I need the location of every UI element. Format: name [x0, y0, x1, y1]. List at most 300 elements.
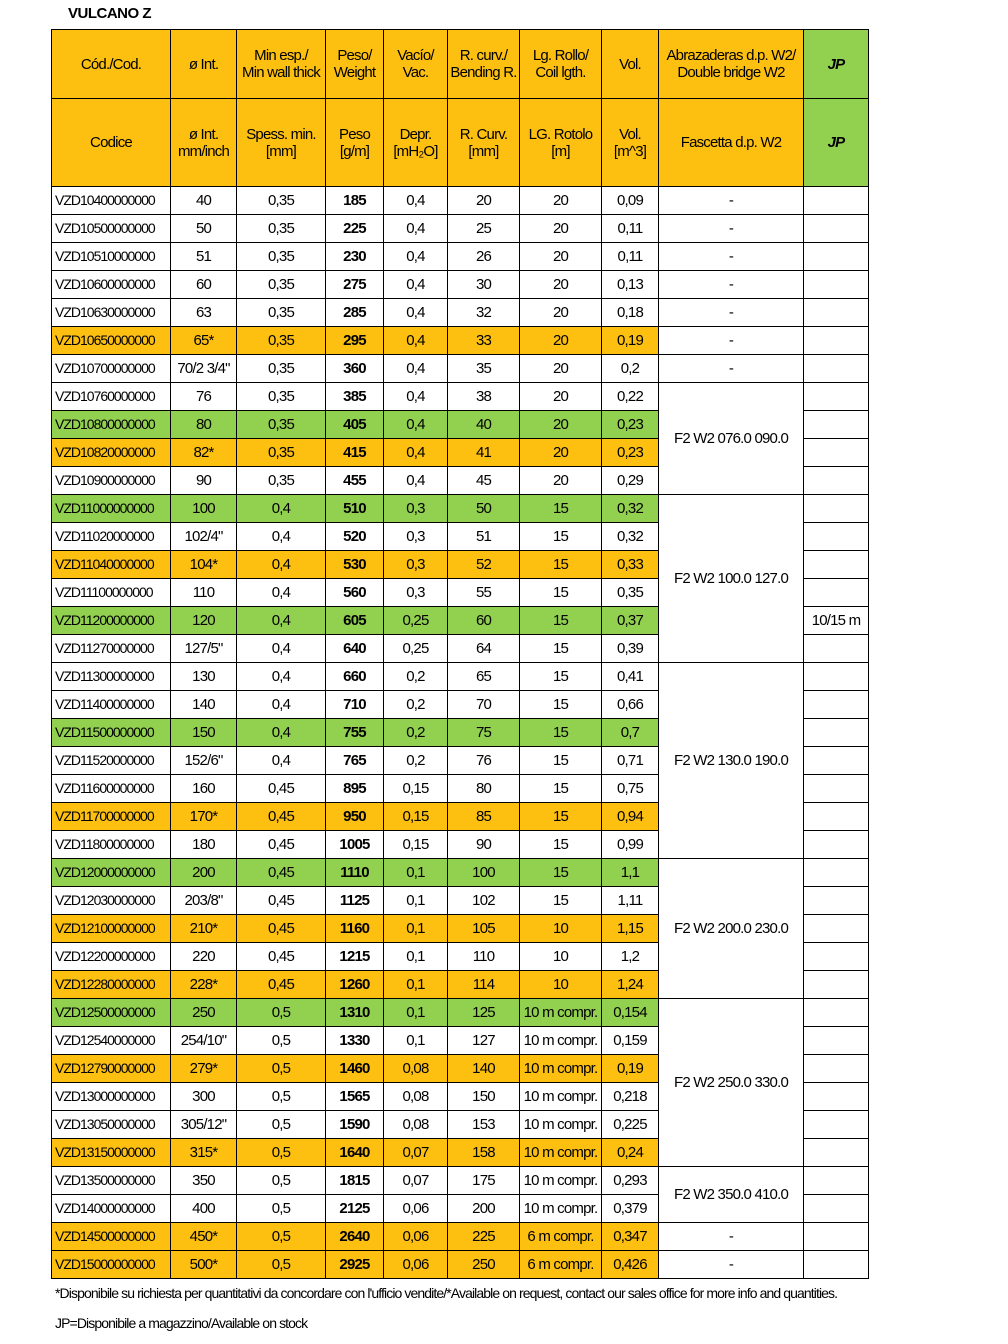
cell-code: VZD11800000000: [52, 831, 171, 859]
cell-coil-length: 20: [520, 467, 602, 495]
table-row: [52, 299, 869, 327]
cell-inner-diameter: 400: [171, 1195, 237, 1223]
cell-clamp: F2 W2 076.0 090.0: [659, 383, 804, 495]
table-row: [52, 859, 869, 887]
cell-vacuum: 0,1: [384, 943, 448, 971]
product-spec-table: [51, 29, 869, 1279]
cell-weight: 405: [326, 411, 384, 439]
cell-jp: [804, 1139, 869, 1167]
cell-vacuum: 0,2: [384, 747, 448, 775]
cell-bending-radius: 30: [448, 271, 520, 299]
cell-weight: 1330: [326, 1027, 384, 1055]
cell-bending-radius: 20: [448, 187, 520, 215]
cell-wall-thickness: 0,5: [237, 1139, 326, 1167]
cell-coil-length: 15: [520, 747, 602, 775]
cell-weight: 285: [326, 299, 384, 327]
cell-volume: 1,11: [602, 887, 659, 915]
cell-vacuum: 0,15: [384, 775, 448, 803]
cell-coil-length: 15: [520, 831, 602, 859]
cell-bending-radius: 55: [448, 579, 520, 607]
cell-inner-diameter: 170*: [171, 803, 237, 831]
cell-inner-diameter: 90: [171, 467, 237, 495]
cell-volume: 0,7: [602, 719, 659, 747]
table-row: [52, 1223, 869, 1251]
cell-vacuum: 0,4: [384, 383, 448, 411]
cell-inner-diameter: 80: [171, 411, 237, 439]
cell-wall-thickness: 0,5: [237, 1111, 326, 1139]
cell-code: VZD11100000000: [52, 579, 171, 607]
cell-vacuum: 0,1: [384, 915, 448, 943]
cell-code: VZD11700000000: [52, 803, 171, 831]
table-row: [52, 1251, 869, 1279]
table-row: [52, 663, 869, 691]
cell-bending-radius: 158: [448, 1139, 520, 1167]
cell-clamp: -: [659, 187, 804, 215]
cell-clamp: -: [659, 299, 804, 327]
cell-wall-thickness: 0,35: [237, 243, 326, 271]
cell-volume: 0,293: [602, 1167, 659, 1195]
cell-jp: [804, 747, 869, 775]
cell-volume: 0,94: [602, 803, 659, 831]
cell-code: VZD11600000000: [52, 775, 171, 803]
cell-inner-diameter: 279*: [171, 1055, 237, 1083]
table-row: [52, 999, 869, 1027]
cell-vacuum: 0,25: [384, 635, 448, 663]
cell-jp: [804, 271, 869, 299]
cell-code: VZD10820000000: [52, 439, 171, 467]
cell-weight: 385: [326, 383, 384, 411]
cell-inner-diameter: 70/2 3/4": [171, 355, 237, 383]
cell-inner-diameter: 65*: [171, 327, 237, 355]
cell-wall-thickness: 0,35: [237, 215, 326, 243]
cell-inner-diameter: 180: [171, 831, 237, 859]
cell-code: VZD11020000000: [52, 523, 171, 551]
cell-bending-radius: 40: [448, 411, 520, 439]
cell-jp: [804, 803, 869, 831]
cell-volume: 0,37: [602, 607, 659, 635]
cell-inner-diameter: 315*: [171, 1139, 237, 1167]
table-row: [52, 243, 869, 271]
cell-coil-length: 20: [520, 187, 602, 215]
cell-coil-length: 10 m compr.: [520, 1111, 602, 1139]
cell-bending-radius: 150: [448, 1083, 520, 1111]
cell-jp: [804, 1111, 869, 1139]
cell-inner-diameter: 220: [171, 943, 237, 971]
cell-volume: 0,32: [602, 495, 659, 523]
cell-code: VZD13050000000: [52, 1111, 171, 1139]
cell-clamp: F2 W2 250.0 330.0: [659, 999, 804, 1167]
cell-vacuum: 0,08: [384, 1055, 448, 1083]
cell-vacuum: 0,4: [384, 467, 448, 495]
cell-jp: [804, 635, 869, 663]
cell-wall-thickness: 0,4: [237, 607, 326, 635]
header-it-volume: Vol. [m^3]: [602, 99, 659, 187]
cell-weight: 1125: [326, 887, 384, 915]
cell-wall-thickness: 0,5: [237, 1083, 326, 1111]
cell-jp: [804, 1251, 869, 1279]
jp-legend-note: JP=Disponibile a magazzino/Available on stock: [55, 1315, 308, 1331]
cell-weight: 415: [326, 439, 384, 467]
cell-weight: 765: [326, 747, 384, 775]
cell-weight: 2925: [326, 1251, 384, 1279]
cell-weight: 710: [326, 691, 384, 719]
cell-wall-thickness: 0,4: [237, 719, 326, 747]
cell-bending-radius: 100: [448, 859, 520, 887]
cell-bending-radius: 60: [448, 607, 520, 635]
cell-bending-radius: 41: [448, 439, 520, 467]
cell-vacuum: 0,07: [384, 1167, 448, 1195]
cell-coil-length: 10: [520, 915, 602, 943]
header-es-en-coil-length: Lg. Rollo/ Coil lgth.: [520, 30, 602, 99]
header-it-weight: Peso [g/m]: [326, 99, 384, 187]
cell-weight: 1005: [326, 831, 384, 859]
table-row: [52, 271, 869, 299]
header-it-wall-thickness: Spess. min. [mm]: [237, 99, 326, 187]
cell-clamp: F2 W2 100.0 127.0: [659, 495, 804, 663]
cell-bending-radius: 125: [448, 999, 520, 1027]
cell-inner-diameter: 450*: [171, 1223, 237, 1251]
cell-wall-thickness: 0,4: [237, 495, 326, 523]
cell-bending-radius: 225: [448, 1223, 520, 1251]
cell-jp: [804, 1055, 869, 1083]
cell-weight: 360: [326, 355, 384, 383]
cell-wall-thickness: 0,35: [237, 467, 326, 495]
header-es-en-vacuum: Vacío/ Vac.: [384, 30, 448, 99]
cell-vacuum: 0,4: [384, 439, 448, 467]
cell-coil-length: 6 m compr.: [520, 1223, 602, 1251]
cell-code: VZD10900000000: [52, 467, 171, 495]
cell-weight: 1640: [326, 1139, 384, 1167]
cell-inner-diameter: 300: [171, 1083, 237, 1111]
cell-inner-diameter: 500*: [171, 1251, 237, 1279]
cell-weight: 225: [326, 215, 384, 243]
cell-bending-radius: 32: [448, 299, 520, 327]
cell-bending-radius: 52: [448, 551, 520, 579]
cell-jp: [804, 887, 869, 915]
cell-coil-length: 10 m compr.: [520, 999, 602, 1027]
cell-bending-radius: 38: [448, 383, 520, 411]
cell-bending-radius: 50: [448, 495, 520, 523]
cell-code: VZD10630000000: [52, 299, 171, 327]
cell-coil-length: 15: [520, 663, 602, 691]
cell-coil-length: 10 m compr.: [520, 1167, 602, 1195]
cell-volume: 0,11: [602, 215, 659, 243]
cell-vacuum: 0,25: [384, 607, 448, 635]
cell-inner-diameter: 130: [171, 663, 237, 691]
cell-bending-radius: 114: [448, 971, 520, 999]
cell-inner-diameter: 60: [171, 271, 237, 299]
cell-coil-length: 15: [520, 523, 602, 551]
cell-wall-thickness: 0,4: [237, 579, 326, 607]
cell-code: VZD11000000000: [52, 495, 171, 523]
cell-wall-thickness: 0,35: [237, 411, 326, 439]
cell-vacuum: 0,07: [384, 1139, 448, 1167]
cell-inner-diameter: 40: [171, 187, 237, 215]
cell-coil-length: 15: [520, 887, 602, 915]
cell-code: VZD13150000000: [52, 1139, 171, 1167]
cell-weight: 185: [326, 187, 384, 215]
cell-wall-thickness: 0,5: [237, 1223, 326, 1251]
cell-jp: [804, 523, 869, 551]
cell-inner-diameter: 140: [171, 691, 237, 719]
cell-jp: [804, 859, 869, 887]
cell-jp: [804, 355, 869, 383]
cell-coil-length: 15: [520, 859, 602, 887]
cell-code: VZD13000000000: [52, 1083, 171, 1111]
cell-wall-thickness: 0,35: [237, 271, 326, 299]
cell-inner-diameter: 102/4": [171, 523, 237, 551]
cell-volume: 0,35: [602, 579, 659, 607]
cell-bending-radius: 90: [448, 831, 520, 859]
cell-weight: 530: [326, 551, 384, 579]
cell-vacuum: 0,1: [384, 1027, 448, 1055]
cell-jp: [804, 383, 869, 411]
cell-jp: [804, 467, 869, 495]
cell-inner-diameter: 100: [171, 495, 237, 523]
header-it-vacuum: Depr. [mH₂O]: [384, 99, 448, 187]
cell-weight: 520: [326, 523, 384, 551]
cell-code: VZD12000000000: [52, 859, 171, 887]
cell-coil-length: 15: [520, 495, 602, 523]
cell-jp: [804, 187, 869, 215]
cell-vacuum: 0,4: [384, 271, 448, 299]
cell-volume: 0,29: [602, 467, 659, 495]
cell-bending-radius: 105: [448, 915, 520, 943]
cell-inner-diameter: 104*: [171, 551, 237, 579]
cell-code: VZD14000000000: [52, 1195, 171, 1223]
cell-vacuum: 0,08: [384, 1083, 448, 1111]
cell-jp: [804, 1083, 869, 1111]
cell-wall-thickness: 0,4: [237, 747, 326, 775]
cell-volume: 0,18: [602, 299, 659, 327]
cell-wall-thickness: 0,4: [237, 635, 326, 663]
cell-bending-radius: 35: [448, 355, 520, 383]
cell-weight: 1310: [326, 999, 384, 1027]
cell-vacuum: 0,4: [384, 215, 448, 243]
cell-volume: 0,23: [602, 411, 659, 439]
cell-vacuum: 0,4: [384, 327, 448, 355]
cell-weight: 560: [326, 579, 384, 607]
cell-wall-thickness: 0,4: [237, 691, 326, 719]
cell-weight: 1460: [326, 1055, 384, 1083]
cell-code: VZD12280000000: [52, 971, 171, 999]
cell-wall-thickness: 0,45: [237, 915, 326, 943]
cell-vacuum: 0,2: [384, 719, 448, 747]
cell-jp: [804, 243, 869, 271]
cell-coil-length: 15: [520, 551, 602, 579]
cell-clamp: -: [659, 1251, 804, 1279]
cell-weight: 230: [326, 243, 384, 271]
cell-clamp: F2 W2 130.0 190.0: [659, 663, 804, 859]
cell-code: VZD11400000000: [52, 691, 171, 719]
cell-code: VZD10500000000: [52, 215, 171, 243]
cell-weight: 660: [326, 663, 384, 691]
header-es-en-wall-thickness: Min esp./ Min wall thick: [237, 30, 326, 99]
cell-coil-length: 20: [520, 355, 602, 383]
header-es-en-row: [52, 30, 869, 99]
cell-vacuum: 0,4: [384, 299, 448, 327]
cell-vacuum: 0,3: [384, 523, 448, 551]
cell-clamp: -: [659, 355, 804, 383]
cell-inner-diameter: 250: [171, 999, 237, 1027]
cell-wall-thickness: 0,45: [237, 887, 326, 915]
cell-coil-length: 10: [520, 971, 602, 999]
cell-volume: 0,71: [602, 747, 659, 775]
cell-volume: 1,15: [602, 915, 659, 943]
cell-bending-radius: 75: [448, 719, 520, 747]
cell-coil-length: 20: [520, 271, 602, 299]
cell-volume: 0,225: [602, 1111, 659, 1139]
cell-inner-diameter: 50: [171, 215, 237, 243]
cell-volume: 0,426: [602, 1251, 659, 1279]
cell-inner-diameter: 350: [171, 1167, 237, 1195]
header-es-en-inner-diameter: ø Int.: [171, 30, 237, 99]
cell-weight: 755: [326, 719, 384, 747]
cell-jp: [804, 719, 869, 747]
cell-wall-thickness: 0,35: [237, 383, 326, 411]
cell-wall-thickness: 0,5: [237, 999, 326, 1027]
cell-clamp: -: [659, 327, 804, 355]
cell-wall-thickness: 0,35: [237, 355, 326, 383]
cell-weight: 950: [326, 803, 384, 831]
cell-jp: [804, 1223, 869, 1251]
header-es-en-volume: Vol.: [602, 30, 659, 99]
cell-coil-length: 15: [520, 691, 602, 719]
cell-volume: 0,09: [602, 187, 659, 215]
cell-coil-length: 20: [520, 411, 602, 439]
cell-coil-length: 10: [520, 943, 602, 971]
cell-coil-length: 15: [520, 579, 602, 607]
cell-volume: 0,2: [602, 355, 659, 383]
cell-inner-diameter: 110: [171, 579, 237, 607]
cell-jp: 10/15 m: [804, 607, 869, 635]
cell-code: VZD11040000000: [52, 551, 171, 579]
cell-inner-diameter: 51: [171, 243, 237, 271]
cell-bending-radius: 110: [448, 943, 520, 971]
cell-jp: [804, 299, 869, 327]
cell-code: VZD11520000000: [52, 747, 171, 775]
cell-jp: [804, 1195, 869, 1223]
cell-inner-diameter: 152/6": [171, 747, 237, 775]
cell-volume: 0,13: [602, 271, 659, 299]
cell-volume: 0,24: [602, 1139, 659, 1167]
cell-inner-diameter: 254/10": [171, 1027, 237, 1055]
cell-vacuum: 0,4: [384, 411, 448, 439]
header-it-inner-diameter: ø Int. mm/inch: [171, 99, 237, 187]
cell-inner-diameter: 120: [171, 607, 237, 635]
cell-vacuum: 0,4: [384, 243, 448, 271]
cell-wall-thickness: 0,45: [237, 859, 326, 887]
cell-wall-thickness: 0,4: [237, 551, 326, 579]
cell-coil-length: 10 m compr.: [520, 1195, 602, 1223]
cell-wall-thickness: 0,35: [237, 187, 326, 215]
cell-bending-radius: 33: [448, 327, 520, 355]
cell-jp: [804, 1167, 869, 1195]
cell-volume: 0,159: [602, 1027, 659, 1055]
cell-inner-diameter: 76: [171, 383, 237, 411]
cell-coil-length: 20: [520, 215, 602, 243]
cell-coil-length: 15: [520, 719, 602, 747]
header-it-bending-radius: R. Curv. [mm]: [448, 99, 520, 187]
cell-weight: 2640: [326, 1223, 384, 1251]
cell-bending-radius: 80: [448, 775, 520, 803]
table-row: [52, 383, 869, 411]
cell-vacuum: 0,06: [384, 1251, 448, 1279]
cell-code: VZD10800000000: [52, 411, 171, 439]
cell-volume: 1,24: [602, 971, 659, 999]
cell-bending-radius: 70: [448, 691, 520, 719]
cell-coil-length: 20: [520, 383, 602, 411]
cell-code: VZD11300000000: [52, 663, 171, 691]
cell-bending-radius: 153: [448, 1111, 520, 1139]
cell-volume: 0,22: [602, 383, 659, 411]
cell-volume: 0,19: [602, 1055, 659, 1083]
cell-bending-radius: 51: [448, 523, 520, 551]
cell-code: VZD11270000000: [52, 635, 171, 663]
cell-coil-length: 10 m compr.: [520, 1139, 602, 1167]
cell-vacuum: 0,15: [384, 803, 448, 831]
cell-wall-thickness: 0,35: [237, 327, 326, 355]
cell-volume: 0,347: [602, 1223, 659, 1251]
header-es-en-weight: Peso/ Weight: [326, 30, 384, 99]
cell-clamp: -: [659, 1223, 804, 1251]
cell-clamp: -: [659, 271, 804, 299]
cell-wall-thickness: 0,5: [237, 1251, 326, 1279]
cell-inner-diameter: 210*: [171, 915, 237, 943]
cell-inner-diameter: 127/5": [171, 635, 237, 663]
cell-jp: [804, 579, 869, 607]
header-es-en-jp: JP: [804, 30, 869, 99]
cell-jp: [804, 411, 869, 439]
cell-jp: [804, 775, 869, 803]
cell-code: VZD13500000000: [52, 1167, 171, 1195]
cell-vacuum: 0,1: [384, 859, 448, 887]
cell-bending-radius: 85: [448, 803, 520, 831]
cell-vacuum: 0,1: [384, 887, 448, 915]
cell-coil-length: 10 m compr.: [520, 1083, 602, 1111]
cell-volume: 0,39: [602, 635, 659, 663]
header-it-coil-length: LG. Rotolo [m]: [520, 99, 602, 187]
cell-volume: 0,154: [602, 999, 659, 1027]
cell-weight: 2125: [326, 1195, 384, 1223]
cell-vacuum: 0,1: [384, 999, 448, 1027]
cell-code: VZD10760000000: [52, 383, 171, 411]
cell-coil-length: 15: [520, 635, 602, 663]
cell-code: VZD10600000000: [52, 271, 171, 299]
table-row: [52, 355, 869, 383]
cell-wall-thickness: 0,5: [237, 1027, 326, 1055]
cell-jp: [804, 999, 869, 1027]
cell-wall-thickness: 0,5: [237, 1055, 326, 1083]
cell-bending-radius: 26: [448, 243, 520, 271]
cell-volume: 1,1: [602, 859, 659, 887]
cell-coil-length: 10 m compr.: [520, 1027, 602, 1055]
table-row: [52, 187, 869, 215]
cell-jp: [804, 215, 869, 243]
cell-volume: 0,41: [602, 663, 659, 691]
cell-bending-radius: 25: [448, 215, 520, 243]
cell-weight: 295: [326, 327, 384, 355]
table-row: [52, 495, 869, 523]
cell-vacuum: 0,08: [384, 1111, 448, 1139]
cell-weight: 605: [326, 607, 384, 635]
table-row: [52, 215, 869, 243]
cell-jp: [804, 1027, 869, 1055]
cell-inner-diameter: 160: [171, 775, 237, 803]
page-title: VULCANO Z: [68, 5, 151, 22]
cell-weight: 895: [326, 775, 384, 803]
header-it-clamp: Fascetta d.p. W2: [659, 99, 804, 187]
